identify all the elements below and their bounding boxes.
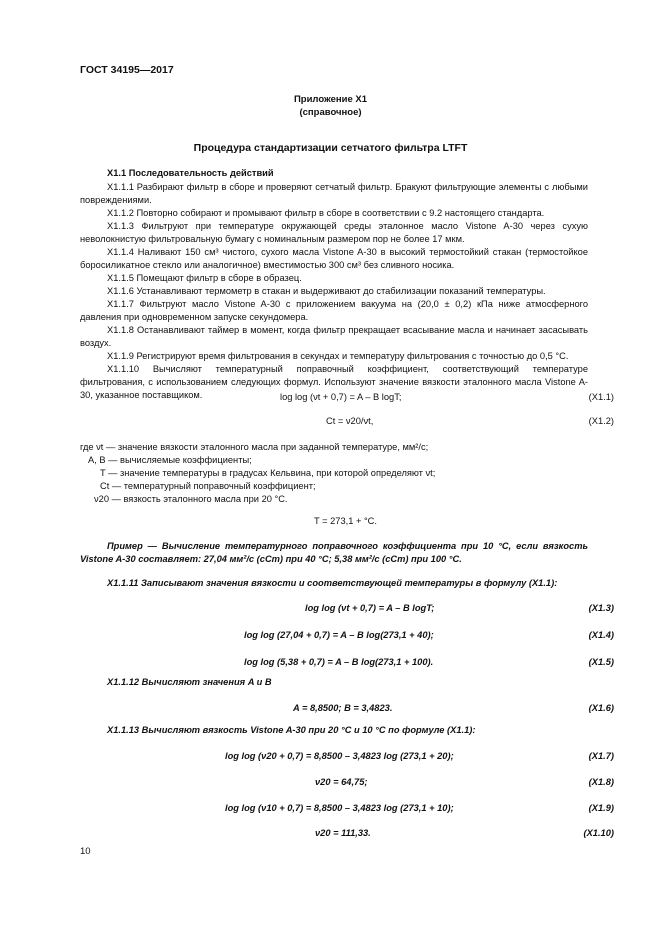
equation: ν20 = 64,75;	[315, 777, 368, 787]
equation-number: (Х1.1)	[588, 392, 614, 402]
paragraph: Х1.1.7 Фильтруют масло Vistone A-30 с приложением вакуума на (20,0 ± 0,2) кПа ниже атмосферного давления при одновременном запуске секундомера.	[80, 299, 588, 322]
appendix-heading: Процедура стандартизации сетчатого фильтра LTFT	[193, 142, 468, 154]
equation: log log (νt + 0,7) = A – B logT;	[280, 392, 402, 402]
equation-number: (Х1.7)	[588, 751, 614, 761]
legend-item: T — значение температуры в градусах Кельвина, при которой определяют νt;	[100, 468, 436, 478]
step-x1-1-13: Х1.1.13 Вычисляют вязкость Vistone A-30 при 20 °С и 10 °С по формуле (Х1.1):	[107, 725, 476, 735]
paragraph: Х1.1.3 Фильтруют при температуре окружающей среды эталонное масло Vistone A-30 через сухую неволокнистую фильтровальную бумагу с номинальным размером пор не более 17 мкм.	[80, 221, 588, 244]
equation-number: (Х1.5)	[588, 657, 614, 667]
paragraph: Х1.1.1 Разбирают фильтр в сборе и проверяют сетчатый фильтр. Бракуют фильтрующие элементы с любыми повреждениями.	[80, 182, 588, 205]
step-x1-1-12: Х1.1.12 Вычисляют значения A и B	[107, 677, 272, 687]
equation: log log (ν10 + 0,7) = 8,8500 – 3,4823 log (273,1 + 10);	[225, 803, 454, 813]
step-x1-1-11: Х1.1.11 Записывают значения вязкости и соответствующей температуры в формулу (Х1.1):	[107, 578, 558, 588]
legend-item: Ct — температурный поправочный коэффициент;	[100, 481, 316, 491]
section-heading: Х1.1 Последовательность действий	[107, 168, 274, 178]
paragraph: Х1.1.8 Останавливают таймер в момент, когда фильтр прекращает всасывание масла и начинает засасывать воздух.	[80, 325, 588, 348]
equation: ν20 = 111,33.	[315, 828, 371, 838]
legend-item: A, B — вычисляемые коэффициенты;	[88, 455, 252, 465]
equation-number: (Х1.2)	[588, 416, 614, 426]
equation: log log (νt + 0,7) = A – B logT;	[305, 603, 435, 613]
legend-item: где νt — значение вязкости эталонного масла при заданной температуре, мм²/с;	[80, 442, 429, 452]
equation: Ct = ν20/νt,	[326, 416, 374, 426]
paragraph: Х1.1.6 Устанавливают термометр в стакан и выдерживают до стабилизации показаний температуры.	[107, 286, 546, 296]
paragraph: Х1.1.2 Повторно собирают и промывают фильтр в сборе в соответствии с 9.2 настоящего стандарта.	[107, 208, 545, 218]
paragraph: Х1.1.9 Регистрируют время фильтрования в секундах и температуру фильтрования с точностью до 0,5 °С.	[107, 351, 569, 361]
page-number: 10	[80, 846, 91, 857]
appendix-title: Приложение Х1	[293, 94, 368, 105]
equation-number: (Х1.4)	[588, 630, 614, 640]
equation: log log (5,38 + 0,7) = A – B log(273,1 + 100).	[244, 657, 434, 667]
legend-item: ν20 — вязкость эталонного масла при 20 °С.	[94, 494, 288, 504]
equation-number: (Х1.10)	[583, 828, 614, 838]
paragraph: Х1.1.4 Наливают 150 см³ чистого, сухого масла Vistone A-30 в высокий термостойкий стакан (термостойкое боросиликатное стекло или аналогичное) вместимостью 300 см³ без сливного носика.	[80, 247, 588, 270]
equation: log log (27,04 + 0,7) = A – B log(273,1 + 40);	[244, 630, 434, 640]
equation-number: (Х1.3)	[588, 603, 614, 613]
document-header: ГОСТ 34195—2017	[80, 64, 174, 76]
equation: log log (ν20 + 0,7) = 8,8500 – 3,4823 log (273,1 + 20);	[225, 751, 454, 761]
equation: A = 8,8500; B = 3,4823.	[293, 703, 393, 713]
equation-number: (Х1.6)	[588, 703, 614, 713]
example: Пример — Вычисление температурного поправочного коэффициента при 10 °С, если вязкость Vistone A-30 составляет: 27,04 мм²/с (сСт) при 40 °С; 5,38 мм²/с (сСт) при 100 °С.	[80, 541, 588, 564]
equation-number: (Х1.9)	[588, 803, 614, 813]
appendix-subtitle: (справочное)	[299, 107, 362, 118]
equation: T = 273,1 + °C.	[314, 516, 377, 526]
paragraph: Х1.1.5 Помещают фильтр в сборе в образец.	[107, 273, 302, 283]
paragraph: Х1.1.10 Вычисляют температурный поправочный коэффициент, соответствующий температуре фильтрования, с использованием следующих формул. Используют значение вязкости эталонного масла Vistone A-30, указанное поставщиком.	[80, 364, 588, 400]
equation-number: (Х1.8)	[588, 777, 614, 787]
